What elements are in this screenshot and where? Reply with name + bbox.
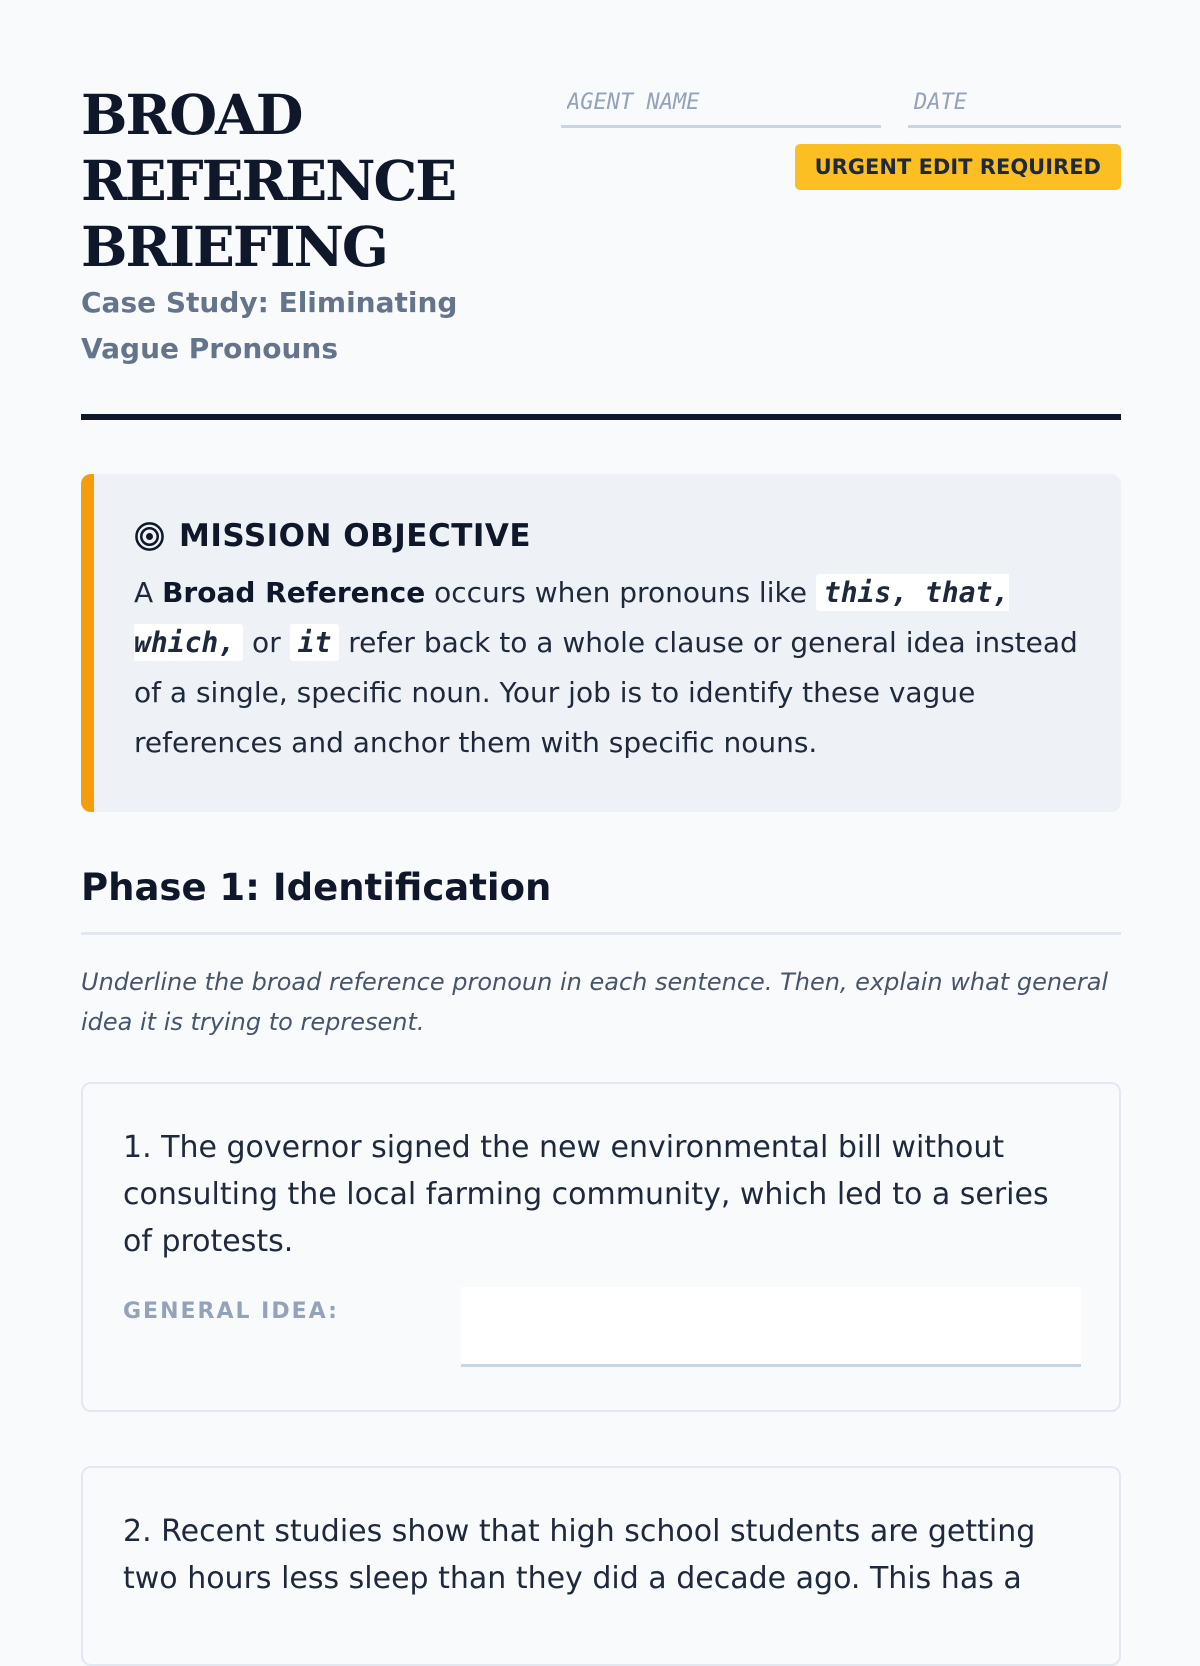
phase-1-instructions: Underline the broad reference pronoun in each sentence. Then, explain what general idea it is trying to represent. <box>81 968 1109 1036</box>
general-idea-label: GENERAL IDEA: <box>123 1299 339 1324</box>
worksheet-page <box>81 0 1121 1596</box>
mission-text-d: refer back to a whole clause or general idea instead of a single, specific noun. Your job is to identify these vague references and anchor them with specific nouns. <box>134 626 1078 759</box>
date-field[interactable] <box>908 86 1121 128</box>
phase-divider <box>81 932 1121 935</box>
page-title <box>81 82 541 280</box>
mission-text-b: occurs when pronouns like <box>425 576 816 609</box>
agent-name-field[interactable] <box>561 86 881 128</box>
general-idea-input-1[interactable] <box>461 1287 1081 1367</box>
answer-row-1 <box>123 1287 1079 1367</box>
question-text-2: 2. Recent studies show that high school students are getting two hours less sleep than they did a decade ago. This has a <box>123 1514 1036 1596</box>
target-icon <box>134 521 165 552</box>
mission-title: MISSION OBJECTIVE <box>179 518 532 554</box>
title-line-2: REFERENCE <box>81 148 456 213</box>
mission-header <box>134 516 1081 556</box>
broad-reference-term: Broad Reference <box>162 576 426 609</box>
pronoun-examples-2: it <box>290 624 340 661</box>
question-card-2 <box>81 1466 1121 1666</box>
title-line-3: BRIEFING <box>81 214 387 279</box>
question-text-1: 1. The governor signed the new environmental bill without consulting the local farming community, which led to a series of protests. <box>123 1130 1049 1259</box>
mission-description <box>134 568 1081 768</box>
page-subtitle: Case Study: Eliminating Vague Pronouns <box>81 286 458 365</box>
pronoun-examples-1: this, that, which, <box>134 576 1010 659</box>
question-card-1 <box>81 1082 1121 1412</box>
phase-1-title: Phase 1: Identification <box>81 866 552 909</box>
mission-text-a: A <box>134 576 163 609</box>
mission-text-c: or <box>243 626 290 659</box>
urgent-badge: URGENT EDIT REQUIRED <box>795 144 1121 190</box>
header <box>81 0 1121 420</box>
mission-objective-box <box>81 474 1121 812</box>
title-line-1: BROAD <box>81 82 302 147</box>
header-divider <box>81 414 1121 420</box>
